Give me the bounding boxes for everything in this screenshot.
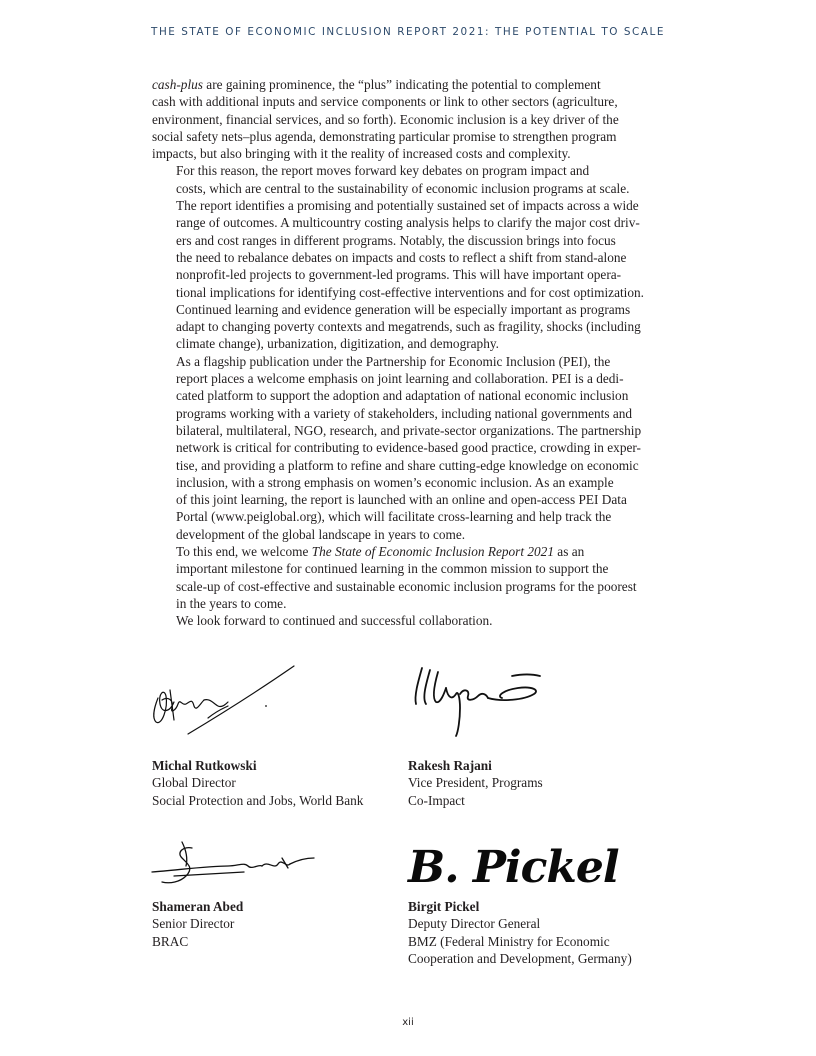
- text-line: [152, 145, 663, 162]
- text-run: scale-up of cost-effective and sustainable economic inclusion programs for the poorest: [176, 578, 637, 594]
- text-line: [152, 405, 663, 422]
- body-text: [152, 76, 663, 630]
- text-run: bilateral, multilateral, NGO, research, and private-sector organizations. The partnership: [176, 422, 642, 438]
- signer-abed: [152, 898, 243, 950]
- text-run: Portal (www.peiglobal.org), which will facilitate cross-learning and help track the: [176, 509, 612, 525]
- text-run: tise, and providing a platform to refine and share cutting-edge knowledge on economic: [176, 457, 639, 473]
- text-line: [152, 387, 663, 404]
- text-line: [152, 301, 663, 318]
- body-paragraph: [152, 353, 663, 543]
- text-line: [152, 162, 663, 179]
- body-paragraph: [152, 76, 663, 162]
- text-run: ers and cost ranges in different programs. Notably, the discussion brings into focus: [176, 232, 616, 248]
- body-paragraph: [152, 543, 663, 612]
- text-line: [152, 93, 663, 110]
- text-line: [152, 422, 663, 439]
- signature-rutkowski: [148, 660, 308, 744]
- text-line: [152, 543, 663, 560]
- text-line: [152, 370, 663, 387]
- text-run: As a flagship publication under the Partnership for Economic Inclusion (PEI), the: [176, 353, 611, 369]
- text-line: [152, 214, 663, 231]
- signature-image: [148, 660, 308, 744]
- text-run: For this reason, the report moves forward key debates on program impact and: [176, 163, 590, 179]
- signer-name: Birgit Pickel: [408, 899, 480, 914]
- signer-organization: Social Protection and Jobs, World Bank: [152, 792, 364, 808]
- text-line: [152, 612, 663, 629]
- text-line: [152, 249, 663, 266]
- text-run: We look forward to continued and successful collaboration.: [176, 613, 493, 629]
- text-run: as an: [553, 544, 585, 560]
- signature-image: [148, 836, 318, 892]
- text-run: programs working with a variety of stakeholders, including national governments and: [176, 405, 633, 421]
- signature-rajani: [408, 658, 548, 742]
- text-line: [152, 111, 663, 128]
- page-number: xii: [402, 1017, 414, 1028]
- text-line: [152, 595, 663, 612]
- text-run: important milestone for continued learning in the common mission to support the: [176, 561, 609, 577]
- signer-title: Deputy Director General: [408, 916, 541, 932]
- text-line: [152, 318, 663, 335]
- signature-abed: [148, 836, 318, 892]
- italic-run: The State of Economic Inclusion Report 2021: [311, 544, 554, 560]
- text-line: [152, 457, 663, 474]
- text-run: social safety nets–plus agenda, demonstrating particular promise to strengthen program: [152, 128, 617, 144]
- text-line: [152, 439, 663, 456]
- signer-title: Senior Director: [152, 916, 235, 932]
- text-line: [152, 266, 663, 283]
- text-run: environment, financial services, and so forth). Economic inclusion is a key driver of the: [152, 111, 619, 127]
- signature-image: [404, 834, 619, 894]
- text-run: To this end, we welcome: [176, 544, 312, 560]
- text-run: The report identifies a promising and potentially sustained set of impacts across a wide: [176, 198, 639, 214]
- signature-lettering: B. Pickel: [408, 842, 619, 893]
- text-run: cash with additional inputs and service components or link to other sectors (agriculture,: [152, 94, 618, 110]
- signer-organization: BRAC: [152, 933, 189, 949]
- text-run: nonprofit-led projects to government-led programs. This will have important opera-: [176, 267, 622, 283]
- text-run: development of the global landscape in years to come.: [176, 526, 466, 542]
- text-line: [152, 353, 663, 370]
- signer-title: Vice President, Programs: [408, 775, 543, 791]
- text-line: [152, 180, 663, 197]
- text-run: range of outcomes. A multicountry costing analysis helps to clarify the major cost driv-: [176, 215, 640, 231]
- text-run: adapt to changing poverty contexts and megatrends, such as fragility, shocks (including: [176, 319, 641, 335]
- signer-organization-cont: Cooperation and Development, Germany): [408, 950, 632, 966]
- text-run: inclusion, with a strong emphasis on women’s economic inclusion. As an example: [176, 474, 614, 490]
- signature-pickel: [404, 834, 619, 894]
- body-paragraph: [152, 162, 663, 352]
- text-run: network is critical for contributing to evidence-based good practice, crowding in exper-: [176, 440, 641, 456]
- text-line: [152, 526, 663, 543]
- italic-run: cash-plus: [152, 77, 203, 92]
- signer-title: Global Director: [152, 775, 236, 791]
- signature-dot: [265, 705, 267, 707]
- text-line: [152, 578, 663, 595]
- signer-name: Michal Rutkowski: [152, 758, 257, 773]
- signer-name: Shameran Abed: [152, 899, 244, 914]
- signer-organization: Co-Impact: [408, 792, 465, 808]
- text-run: are gaining prominence, the “plus” indicating the potential to complement: [202, 77, 601, 92]
- signer-pickel: [408, 898, 632, 967]
- text-run: costs, which are central to the sustainability of economic inclusion programs at scale.: [176, 180, 630, 196]
- signer-name: Rakesh Rajani: [408, 758, 492, 773]
- text-line: [152, 128, 663, 145]
- signer-rajani: [408, 757, 543, 809]
- text-run: the need to rebalance debates on impacts and costs to reflect a shift from stand-alone: [176, 249, 627, 265]
- text-run: cated platform to support the adoption and adaptation of national economic inclusion: [176, 388, 629, 404]
- text-line: [152, 491, 663, 508]
- text-line: [152, 197, 663, 214]
- text-line: [152, 335, 663, 352]
- text-line: [152, 284, 663, 301]
- text-line: [152, 508, 663, 525]
- signer-organization: BMZ (Federal Ministry for Economic: [408, 933, 610, 949]
- body-paragraph: [152, 612, 663, 629]
- running-head: THE STATE OF ECONOMIC INCLUSION REPORT 2021: THE POTENTIAL TO SCALE: [151, 26, 665, 38]
- signer-rutkowski: [152, 757, 363, 809]
- text-line: [152, 76, 663, 93]
- text-run: Continued learning and evidence generation will be especially important as programs: [176, 301, 631, 317]
- text-run: of this joint learning, the report is launched with an online and open-access PEI Data: [176, 492, 627, 508]
- text-line: [152, 560, 663, 577]
- text-run: report places a welcome emphasis on joint learning and collaboration. PEI is a dedi-: [176, 371, 624, 387]
- text-line: [152, 232, 663, 249]
- text-run: tional implications for identifying cost-effective interventions and for cost optimization.: [176, 284, 644, 300]
- text-run: in the years to come.: [176, 595, 287, 611]
- text-line: [152, 474, 663, 491]
- text-run: climate change), urbanization, digitization, and demography.: [176, 336, 499, 352]
- signature-image: [408, 658, 548, 742]
- text-run: impacts, but also bringing with it the reality of increased costs and complexity.: [152, 146, 571, 162]
